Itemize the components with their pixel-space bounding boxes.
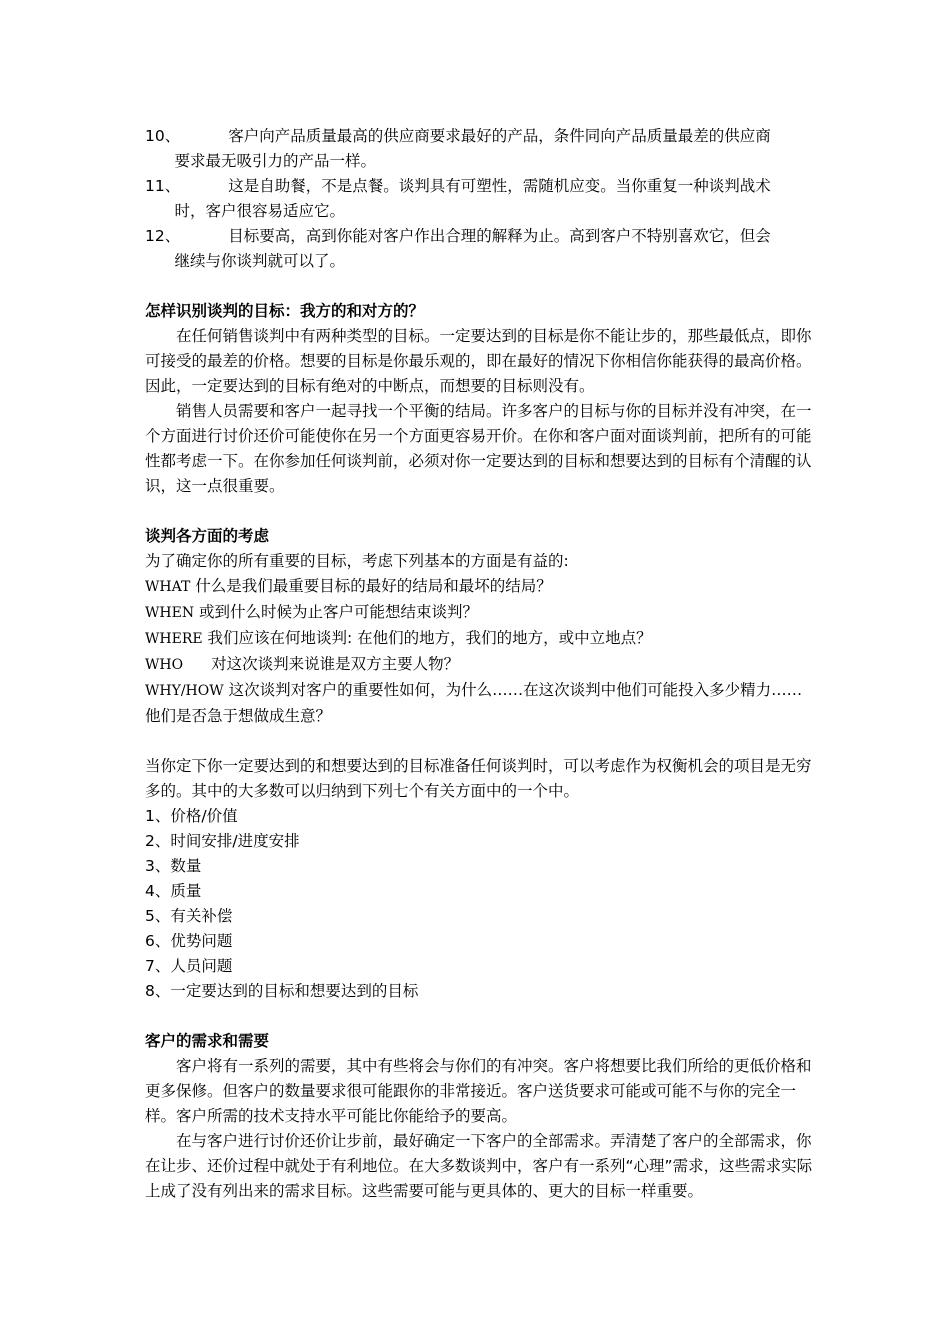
section-heading-aspects: 谈判各方面的考虑 [145,527,270,545]
question-text: 什么是我们最重要目标的最好的结局和最坏的结局？ [195,577,552,595]
list-item: 4、质量 [145,882,202,900]
numbered-item [145,124,815,149]
question-where [145,626,815,652]
list-item: 7、人员问题 [145,957,233,975]
numbered-item-continuation: 继续与你谈判就可以了。 [174,252,345,270]
aspect-list [145,804,815,1004]
question-why-how [145,678,815,729]
question-key: WHERE [145,631,203,647]
list-item: 5、有关补偿 [145,907,233,925]
section-heading-needs: 客户的需求和需要 [145,1032,270,1050]
list-item: 6、优势问题 [145,932,233,950]
summary-paragraph: 当你定下你一定要达到的和想要达到的目标准备任何谈判时，可以考虑作为权衡机会的项目是无穷多的。其中的大多数可以归纳到下列七个有关方面中的一个中。 [145,757,812,800]
intro-line: 为了确定你的所有重要的目标，考虑下列基本的方面是有益的: [145,552,569,570]
numbered-item [145,174,815,199]
list-item: 8、一定要达到的目标和想要达到的目标 [145,982,419,1000]
section-heading-goals: 怎样识别谈判的目标：我方的和对方的？ [145,302,425,320]
paragraph: 客户将有一系列的需要，其中有些将会与你们的有冲突。客户将想要比我们所给的更低价格和更多保修。但客户的数量要求很可能跟你的非常接近。客户送货要求可能或可能不与你的完全一样。客户所需的技术支持水平可能比你能给予的要高。 [145,1057,812,1125]
question-text: 这次谈判对客户的重要性如何，为什么……在这次谈判中他们可能投入多少精力……他们是否急于想做成生意？ [145,681,803,725]
question-text: 对这次谈判来说谁是双方主要人物？ [211,655,460,673]
question-what [145,574,815,600]
numbered-list-top [145,124,815,274]
question-key: WHEN [145,605,195,621]
question-when [145,600,815,626]
question-text: 或到什么时候为止客户可能想结束谈判？ [199,603,479,621]
list-item: 1、价格/价值 [145,807,238,825]
item-text: 这是自助餐，不是点餐。谈判具有可塑性，需随机应变。当你重复一种谈判战术 [228,177,771,195]
numbered-item-continuation: 要求最无吸引力的产品一样。 [174,152,376,170]
document-body [145,124,815,1204]
question-who [145,652,815,678]
question-key: WHAT [145,579,191,595]
numbered-item-continuation: 时，客户很容易适应它。 [174,202,345,220]
paragraph: 在任何销售谈判中有两种类型的目标。一定要达到的目标是你不能让步的，那些最低点，即你可接受的最差的价格。想要的目标是你最乐观的，即在最好的情况下你相信你能获得的最高价格。因此，一定要达到的目标有绝对的中断点，而想要的目标则没有。 [145,327,812,395]
paragraph: 在与客户进行讨价还价让步前，最好确定一下客户的全部需求。弄清楚了客户的全部需求，你在让步、还价过程中就处于有利地位。在大多数谈判中，客户有一系列“心理”需求，这些需求实际上成了没有列出来的需求目标。这些需要可能与更具体的、更大的目标一样重要。 [145,1132,813,1200]
question-key: WHY/HOW [145,683,224,699]
paragraph: 销售人员需要和客户一起寻找一个平衡的结局。许多客户的目标与你的目标并没有冲突，在一个方面进行讨价还价可能使你在另一个方面更容易开价。在你和客户面对面谈判前，把所有的可能性都考虑一下。在你参加任何谈判前，必须对你一定要达到的目标和想要达到的目标有个清醒的认识，这一点很重要。 [145,402,812,495]
item-text: 客户向产品质量最高的供应商要求最好的产品，条件同向产品质量最差的供应商 [228,127,771,145]
item-number: 12、 [145,227,181,245]
question-key: WHO [145,657,184,673]
question-text: 我们应该在何地谈判: 在他们的地方，我们的地方，或中立地点？ [207,629,652,647]
numbered-item [145,224,815,249]
item-number: 11、 [145,177,181,195]
list-item: 2、时间安排/进度安排 [145,832,300,850]
item-text: 目标要高，高到你能对客户作出合理的解释为止。高到客户不特别喜欢它，但会 [228,227,771,245]
list-item: 3、数量 [145,857,202,875]
item-number: 10、 [145,127,181,145]
